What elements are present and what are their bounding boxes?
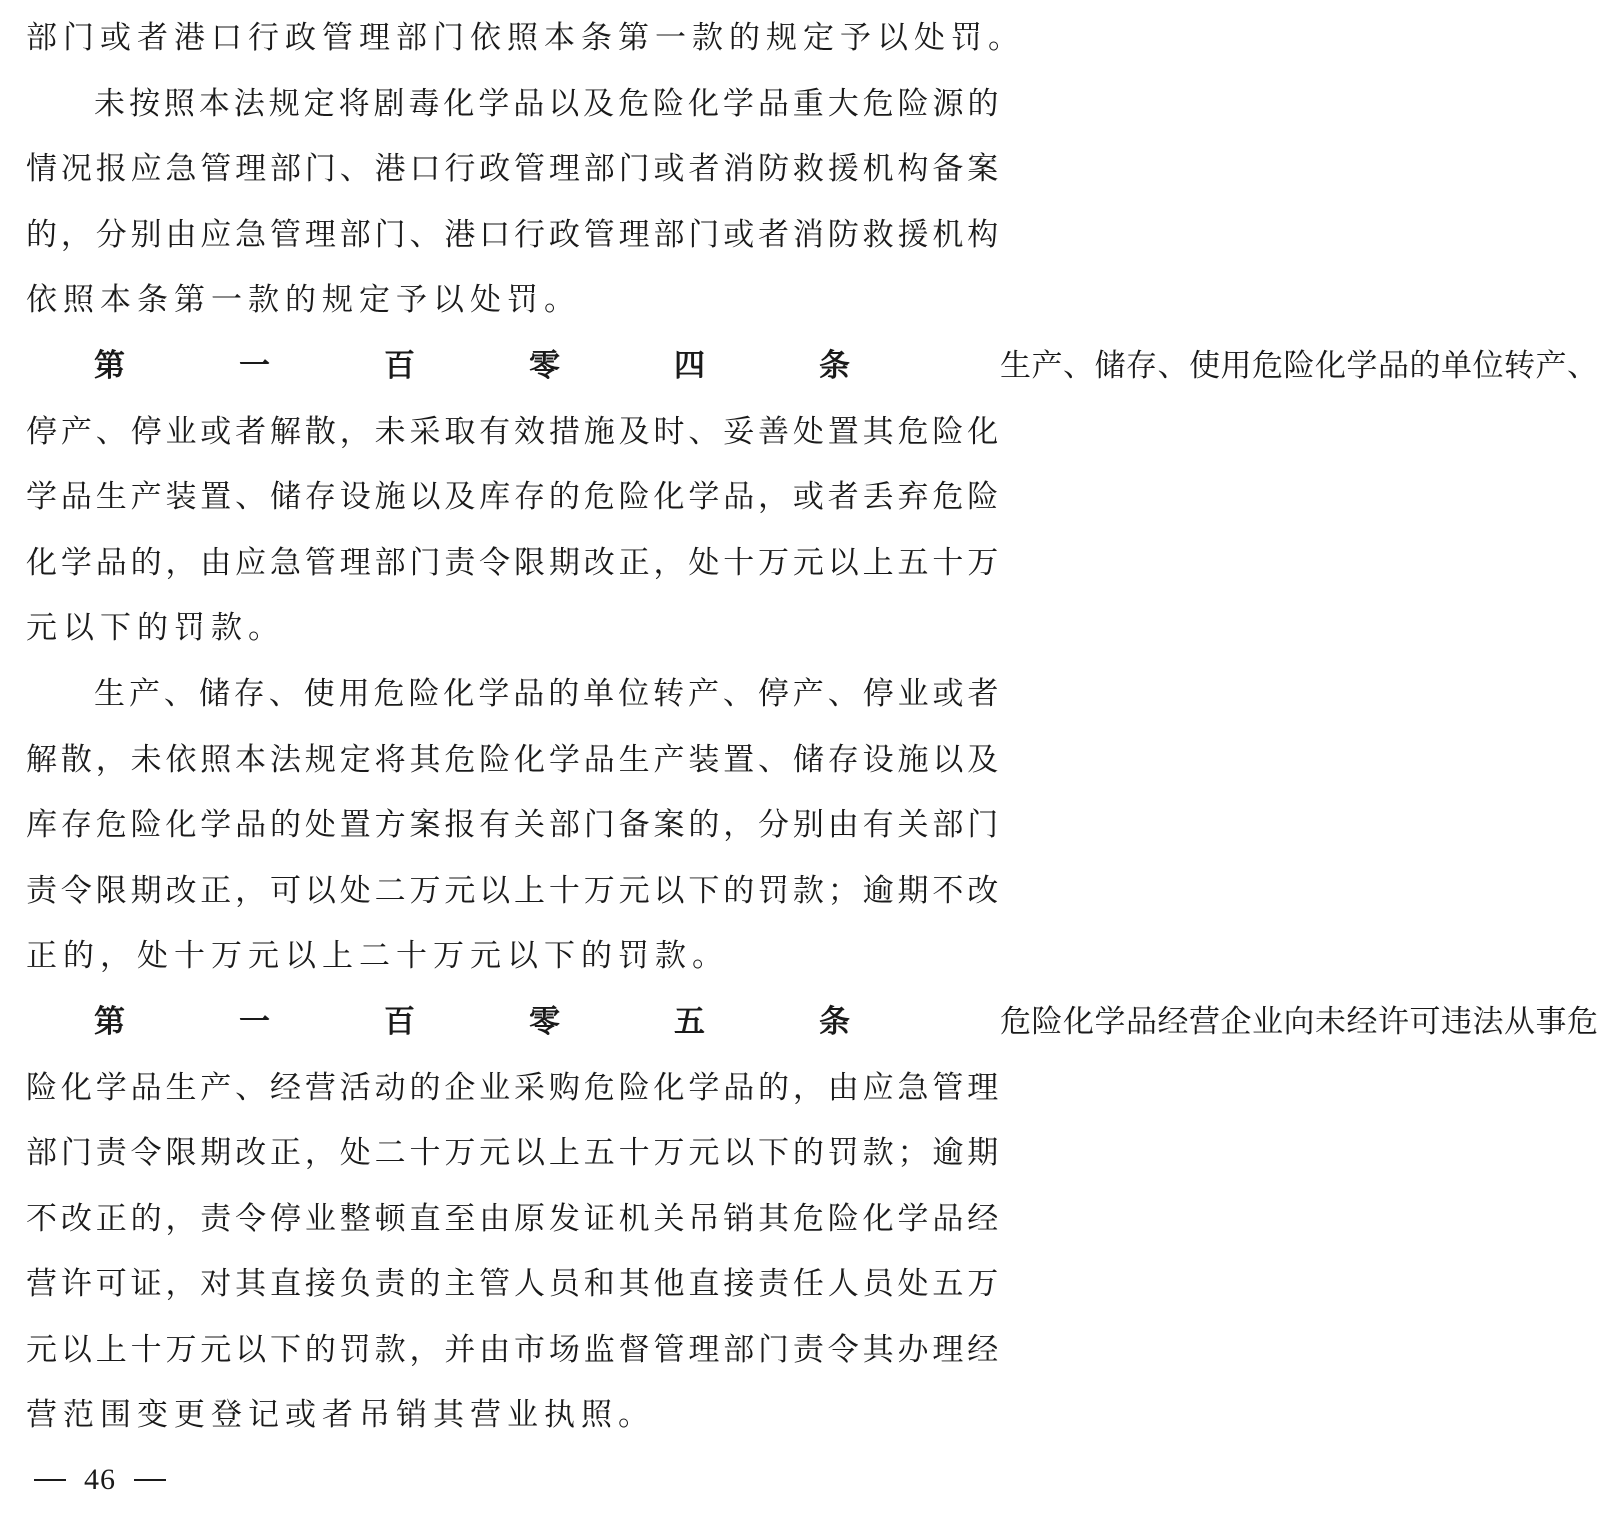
text-line — [26, 1121, 1000, 1187]
text-line — [26, 1318, 1000, 1384]
line-text: 未 按 照 本 法 规 定 将 剧 毒 化 学 品 以 及 危 险 化 学 品 重 大 危 险 源 的 — [94, 85, 999, 122]
line-text: 停 产 、 停 业 或 者 解 散 ， 未 采 取 有 效 措 施 及 时 、 妥 善 处 置 其 危 险 化 — [26, 413, 999, 450]
line-text: 生 产 、 储 存 、 使 用 危 险 化 学 品 的 单 位 转 产 、 停 产 、 停 业 或 者 — [94, 675, 999, 712]
line-text: 学 品 生 产 装 置 、 储 存 设 施 以 及 库 存 的 危 险 化 学 品 ， 或 者 丢 弃 危 险 — [26, 479, 999, 516]
line-text: 的 ， 分 别 由 应 急 管 理 部 门 、 港 口 行 政 管 理 部 门 或 者 消 防 救 援 机 构 — [26, 216, 999, 253]
line-text: 正的，处十万元以上二十万元以下的罚款。 — [26, 938, 729, 975]
text-line — [26, 924, 1000, 990]
line-text: 元以下的罚款。 — [26, 610, 285, 647]
line-text: 化 学 品 的 ， 由 应 急 管 理 部 门 责 令 限 期 改 正 ， 处 十 万 元 以 上 五 十 万 — [26, 544, 999, 581]
page-footer — [34, 1460, 166, 1500]
text-line — [26, 1383, 1000, 1449]
text-line — [26, 596, 1000, 662]
line-text: 营范围变更登记或者吊销其营业执照。 — [26, 1397, 655, 1434]
text-line — [26, 728, 1000, 794]
article-heading: 第一百零五条 — [94, 1003, 964, 1040]
text-line — [26, 859, 1000, 925]
text-line — [26, 268, 1000, 334]
text-line — [26, 6, 1025, 72]
text-line: 第一百零五条 危 险 化 学 品 经 营 企 业 向 未 经 许 可 违 法 从 事 危 — [94, 1003, 1599, 1040]
text-line — [26, 531, 1000, 597]
page-number: 46 — [84, 1463, 116, 1496]
document-body — [26, 6, 1599, 1449]
line-text: 库 存 危 险 化 学 品 的 处 置 方 案 报 有 关 部 门 备 案 的 ， 分 别 由 有 关 部 门 — [26, 807, 999, 844]
footer-dash-right — [134, 1479, 166, 1481]
line-text: 元 以 上 十 万 元 以 下 的 罚 款 ， 并 由 市 场 监 督 管 理 部 门 责 令 其 办 理 经 — [26, 1331, 999, 1368]
text-line — [26, 465, 1000, 531]
text-line — [26, 1187, 1000, 1253]
text-line — [26, 1252, 1000, 1318]
article-heading: 第一百零四条 — [94, 347, 964, 384]
line-text: 部 门 责 令 限 期 改 正 ， 处 二 十 万 元 以 上 五 十 万 元 以 下 的 罚 款 ； 逾 期 — [26, 1135, 999, 1172]
line-text: 情 况 报 应 急 管 理 部 门 、 港 口 行 政 管 理 部 门 或 者 消 防 救 援 机 构 备 案 — [26, 151, 999, 188]
text-line — [26, 137, 1000, 203]
line-text: 险 化 学 品 生 产 、 经 营 活 动 的 企 业 采 购 危 险 化 学 品 的 ， 由 应 急 管 理 — [26, 1069, 999, 1106]
line-text: 解 散 ， 未 依 照 本 法 规 定 将 其 危 险 化 学 品 生 产 装 置 、 储 存 设 施 以 及 — [26, 741, 999, 778]
footer-dash-left — [34, 1479, 66, 1481]
line-text: 不 改 正 的 ， 责 令 停 业 整 顿 直 至 由 原 发 证 机 关 吊 销 其 危 险 化 学 品 经 — [26, 1200, 999, 1237]
text-line — [26, 72, 1000, 138]
text-line — [26, 203, 1000, 269]
line-text: 营 许 可 证 ， 对 其 直 接 负 责 的 主 管 人 员 和 其 他 直 接 责 任 人 员 处 五 万 — [26, 1266, 999, 1303]
text-line — [26, 400, 1000, 466]
line-text: 部门或者港口行政管理部门依照本条第一款的规定予以处罚。 — [26, 20, 1025, 56]
text-line — [26, 662, 1000, 728]
line-text: 依照本条第一款的规定予以处罚。 — [26, 282, 581, 319]
text-line — [26, 793, 1000, 859]
text-line — [26, 1056, 1000, 1122]
text-line: 第一百零四条 生 产 、 储 存 、 使 用 危 险 化 学 品 的 单 位 转 产 、 — [94, 347, 1599, 384]
line-text: 责 令 限 期 改 正 ， 可 以 处 二 万 元 以 上 十 万 元 以 下 的 罚 款 ； 逾 期 不 改 — [26, 872, 999, 909]
